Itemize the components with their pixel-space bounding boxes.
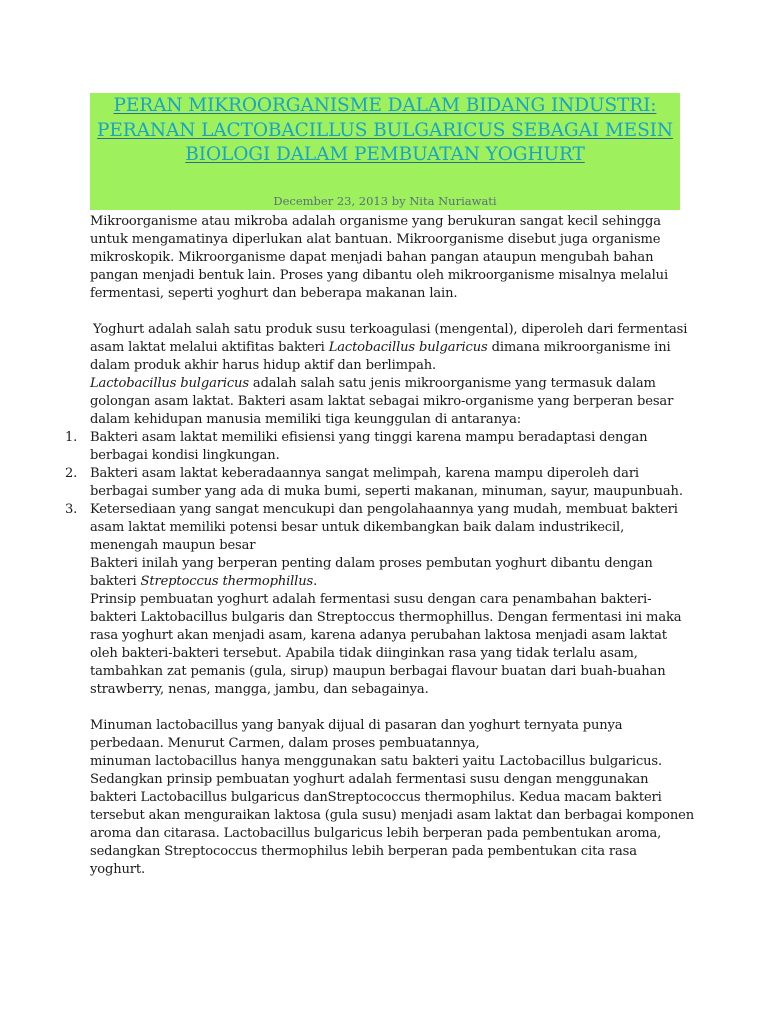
paragraph-production-principle: Prinsip pembuatan yoghurt adalah fermentasi susu dengan cara penambahan bakteri-bakteri Laktobacillus bulgaris dan Streptoccus thermophillus. Dengan fermentasi ini maka rasa yoghurt akan menjadi asam, karena adanya perubahan laktosa menjadi asam laktat oleh bakteri-bakteri tersebut. Apabila tidak diinginkan rasa yang tidak terlalu asam, tambahkan zat pemanis (gula, sirup) maupun berbagai flavour buatan dari buah-buahan strawberry, nenas, mangga, jambu, dan sebagainya.: [90, 592, 682, 697]
paragraph-lactobacillus-drink: Minuman lactobacillus yang banyak dijual di pasaran dan yoghurt ternyata punya perbedaan. Menurut Carmen, dalam proses pembuatannya,: [90, 718, 623, 751]
species-name-italic: Lactobacillus bulgaricus: [90, 376, 249, 391]
list-item: [65, 465, 695, 501]
list-number: 3.: [65, 502, 78, 517]
paragraph-spacer: [90, 303, 695, 321]
paragraph-yoghurt-definition: [90, 321, 695, 429]
list-item: [65, 429, 695, 465]
species-name-italic: Lactobacillus bulgaricus: [328, 340, 488, 355]
article-title-link[interactable]: PERAN MIKROORGANISME DALAM BIDANG INDUSTRI: PERANAN LACTOBACILLUS BULGARICUS SEBAGAI MESIN BIOLOGI DALAM PEMBUATAN YOGHURT: [97, 95, 673, 165]
list-item-text: Ketersediaan yang sangat mencukupi dan pengolahaannya yang mudah, membuat bakteri asam laktat memiliki potensi besar untuk dikembangkan baik dalam industrikecil, menengah maupun besar: [90, 502, 678, 553]
paragraph-lactobacillus-comparison: minuman lactobacillus hanya menggunakan satu bakteri yaitu Lactobacillus bulgaricus. Sedangkan prinsip pembuatan yoghurt adalah fermentasi susu dengan menggunakan bakteri Lactobacillus bulgaricus danStreptococcus thermophilus. Kedua macam bakteri tersebut akan menguraikan laktosa (gula susu) menjadi asam laktat dan berbagai komponen aroma dan citarasa. Lactobacillus bulgaricus lebih berperan pada pembentukan aroma, sedangkan Streptococcus thermophilus lebih berperan pada pembentukan cita rasa yoghurt.: [90, 754, 695, 877]
article-byline: December 23, 2013 by Nita Nuriawati: [273, 194, 497, 208]
species-name-italic: Streptoccus thermophillus: [140, 574, 314, 589]
text-span: Bakteri inilah yang berperan penting dalam proses pembutan yoghurt dibantu dengan bakteri: [90, 556, 653, 589]
article-body: [65, 213, 695, 879]
advantages-list: [65, 429, 695, 555]
text-span: Yoghurt adalah salah satu produk susu terkoagulasi (mengental), diperoleh dari fermentasi asam laktat melalui aktifitas bakteri: [90, 322, 688, 355]
text-span: .: [313, 574, 318, 589]
paragraph-bacteria-role: [90, 555, 695, 591]
article-title: [90, 93, 680, 168]
list-item-text: Bakteri asam laktat keberadaannya sangat melimpah, karena mampu diperoleh dari berbagai sumber yang ada di muka bumi, seperti makanan, minuman, sayur, maupunbuah.: [90, 466, 683, 499]
paragraph-intro: Mikroorganisme atau mikroba adalah organisme yang berukuran sangat kecil sehingga untuk mengamatinya diperlukan alat bantuan. Mikroorganisme disebut juga organisme mikroskopik. Mikroorganisme dapat menjadi bahan pangan ataupun mengubah bahan pangan menjadi bentuk lain. Proses yang dibantu oleh mikroorganisme misalnya melalui fermentasi, seperti yoghurt dan beberapa makanan lain.: [90, 214, 669, 301]
paragraph-spacer: [90, 699, 695, 717]
list-number: 2.: [65, 466, 78, 481]
text-span: adalah salah satu jenis mikroorganisme yang termasuk dalam golongan asam laktat. Bakteri asam laktat sebagai mikro-organisme yang berperan besar dalam kehidupan manusia memiliki tiga keunggulan di antaranya:: [90, 376, 674, 427]
list-number: 1.: [65, 430, 78, 445]
title-banner: [90, 93, 680, 210]
text-span: dimana mikroorganisme ini dalam produk akhir harus hidup aktif dan berlimpah.: [90, 340, 671, 373]
list-item-text: Bakteri asam laktat memiliki efisiensi yang tinggi karena mampu beradaptasi dengan berbagai kondisi lingkungan.: [90, 430, 648, 463]
list-item: [65, 501, 695, 555]
